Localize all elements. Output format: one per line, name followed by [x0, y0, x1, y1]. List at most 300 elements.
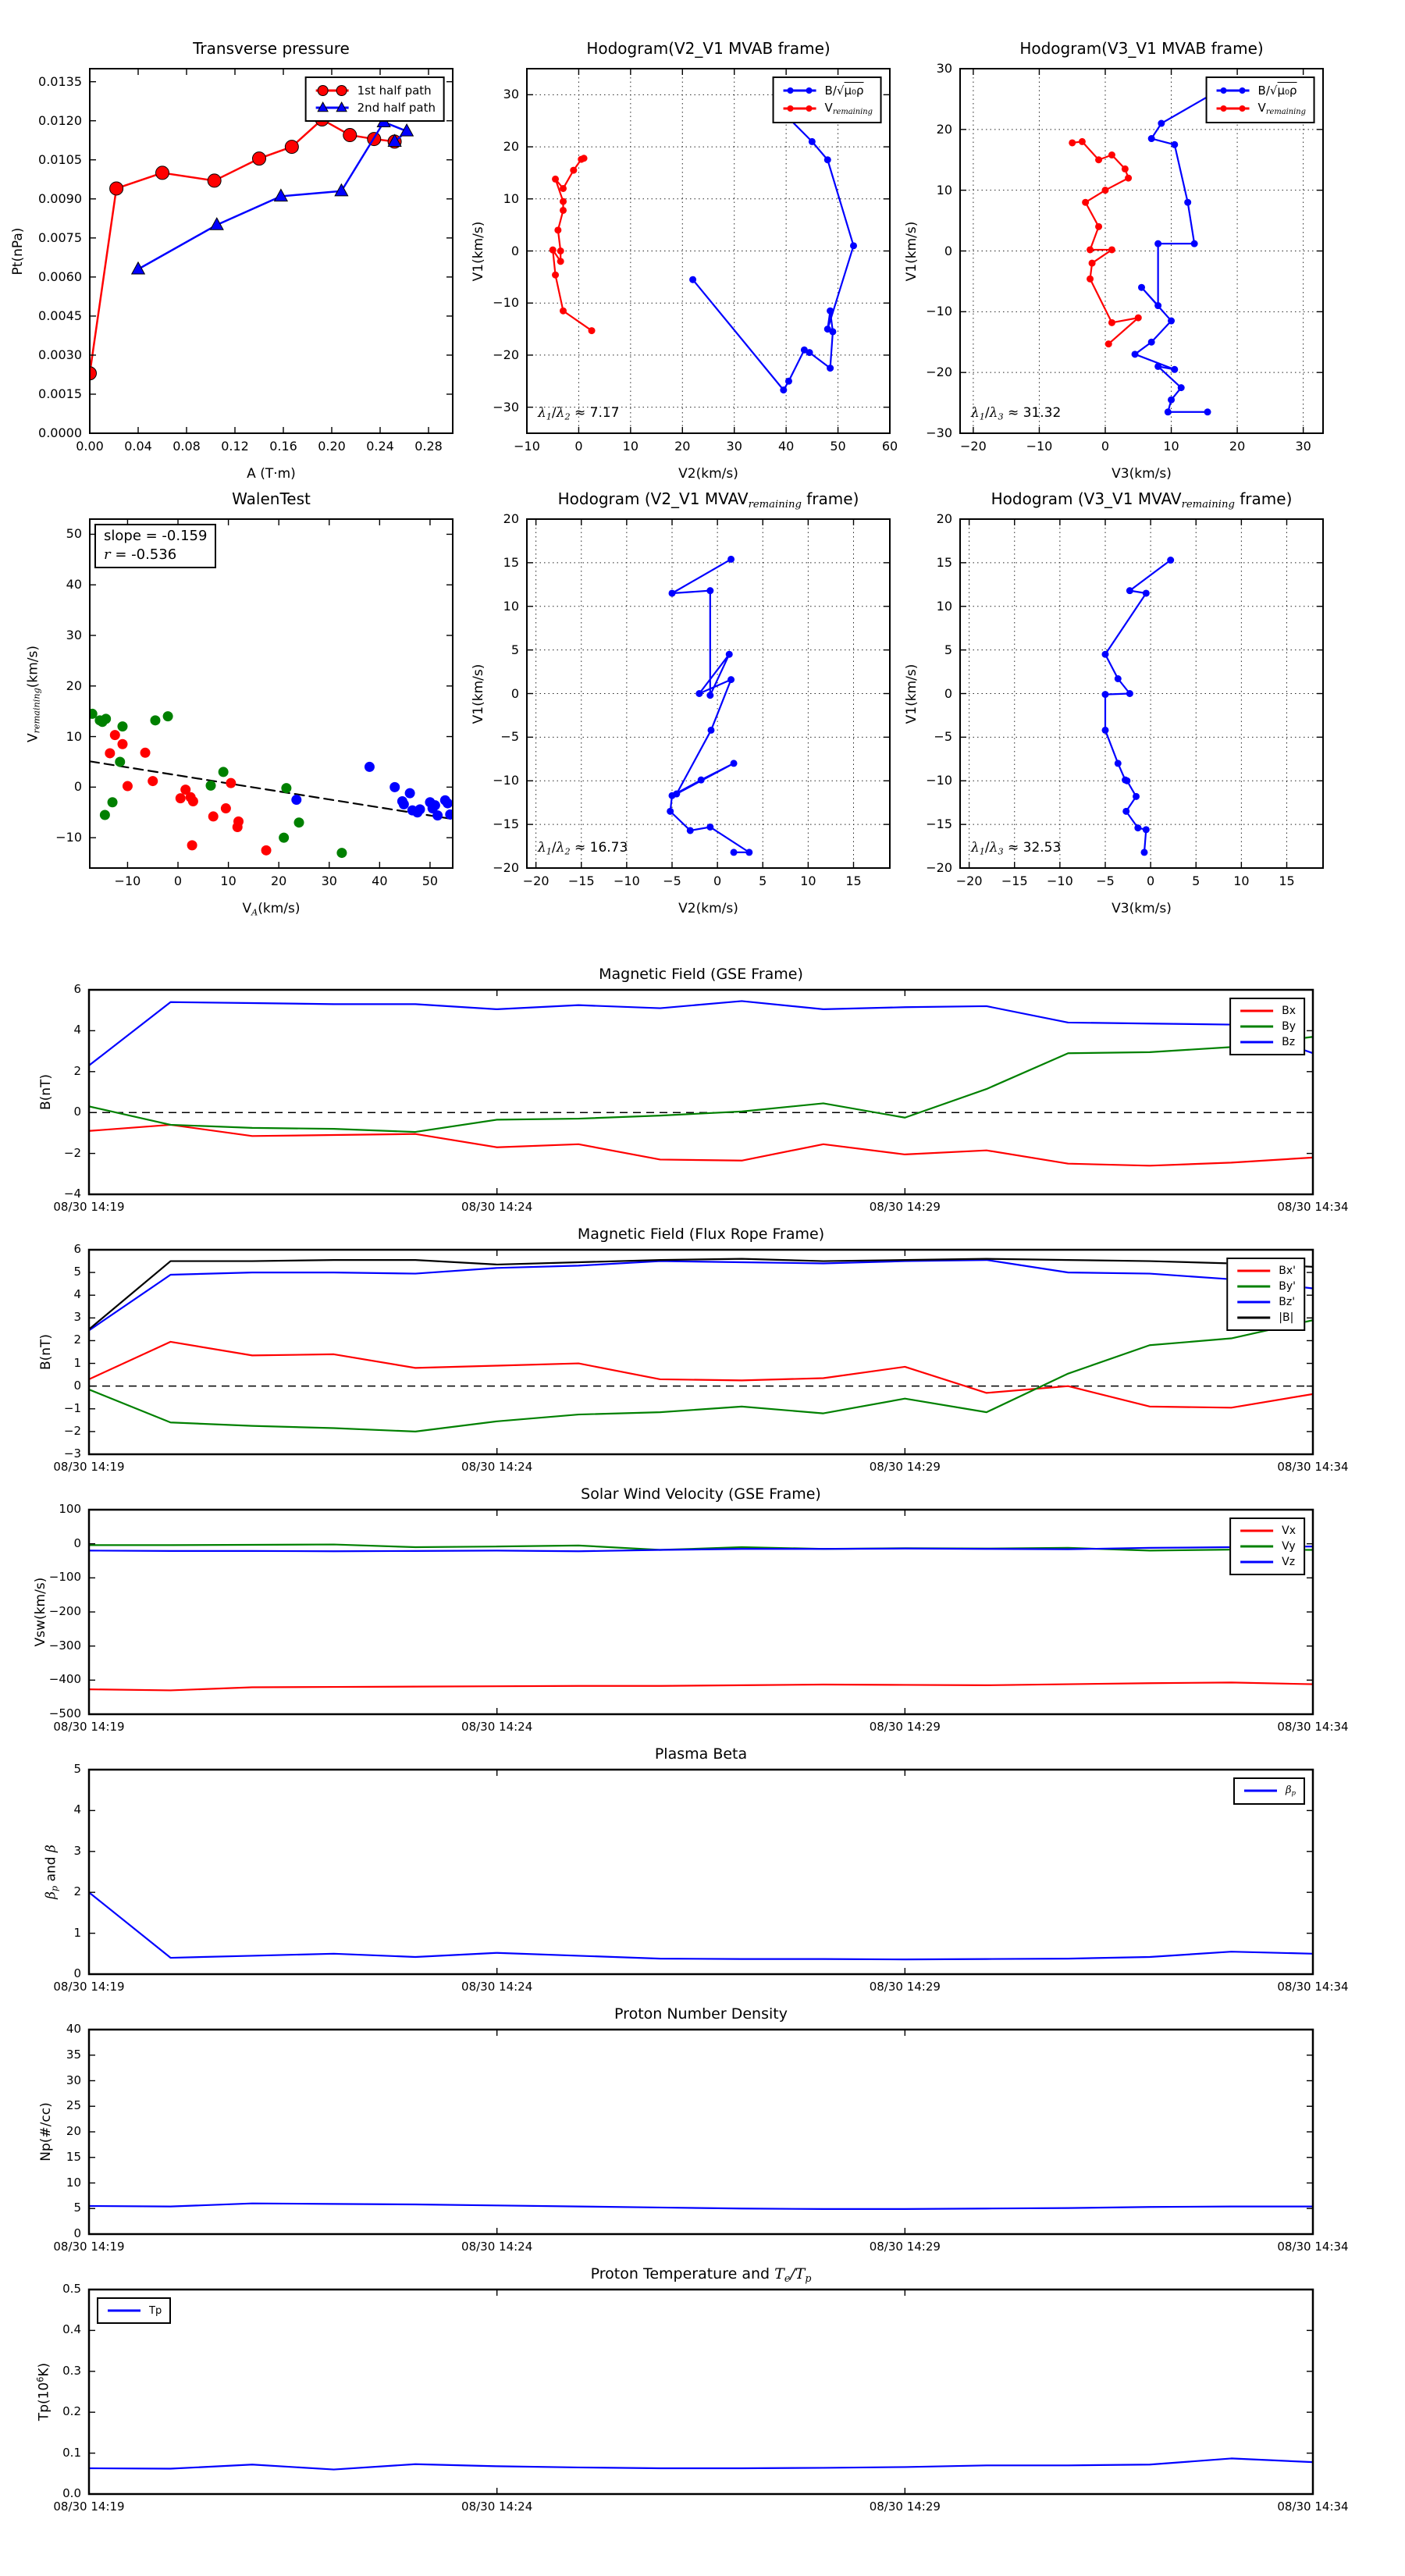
proton-number-density-ytick-label: 10 — [66, 2175, 81, 2190]
magnetic-field-gse-title: Magnetic Field (GSE Frame) — [599, 966, 803, 983]
solar-wind-velocity-ytick-label: 0 — [73, 1535, 81, 1550]
hodogram-v3v1-mvav-xtick-label: −5 — [1096, 873, 1115, 888]
plasma-beta-xtick-label: 08/30 14:34 — [1277, 1980, 1349, 1994]
proton-number-density-ytick-label: 20 — [66, 2124, 81, 2138]
hodogram-v2v1-mvab-xlabel: V2(km/s) — [678, 466, 738, 482]
plasma-beta-xtick-label: 08/30 14:29 — [869, 1980, 941, 1994]
magnetic-field-gse-ytick-label: 4 — [73, 1023, 81, 1037]
legend-label: Bz — [1282, 1036, 1296, 1048]
legend-line-sample — [1239, 1020, 1275, 1033]
solar-wind-velocity-title: Solar Wind Velocity (GSE Frame) — [581, 1485, 821, 1503]
proton-temperature-axis-ticks — [89, 2290, 1313, 2494]
proton-number-density-ytick-label: 25 — [66, 2098, 81, 2113]
hodogram-v2v1-mvab-legend-item — [782, 99, 873, 118]
hodogram-v2v1-mvab-xtick-label: 10 — [622, 439, 639, 454]
magnetic-field-gse-ytick-label: −4 — [63, 1187, 81, 1201]
proton-number-density-ytick-label: 0 — [73, 2226, 81, 2240]
hodogram-v2v1-mvab-series-v-remaining — [553, 158, 592, 331]
hodogram-v2v1-mvav-xtick-label: −10 — [613, 873, 640, 888]
walen-test-markers-blue-points — [291, 762, 455, 820]
legend-line-sample — [1215, 102, 1251, 115]
legend-label: Vz — [1282, 1556, 1296, 1568]
plasma-beta-ytick-label: 3 — [73, 1843, 81, 1858]
legend-line-sample — [1236, 1265, 1272, 1277]
transverse-pressure-xtick-label: 0.04 — [124, 439, 152, 454]
hodogram-v3v1-mvav-ytick-label: 5 — [944, 642, 952, 657]
hodogram-v3v1-mvav-ytick-label: −5 — [934, 729, 952, 745]
hodogram-v3v1-mvab-ytick-label: 20 — [936, 121, 952, 137]
hodogram-v3v1-mvav-series-v-path — [1105, 560, 1171, 852]
magnetic-field-flux-rope-series-B-magnitude — [89, 1259, 1313, 1329]
magnetic-field-flux-rope-series-Bz-prime — [89, 1260, 1313, 1330]
magnetic-field-flux-rope-xtick-label: 08/30 14:19 — [53, 1460, 125, 1474]
solar-wind-velocity-xtick-label: 08/30 14:24 — [461, 1720, 533, 1734]
solar-wind-velocity-ytick-label: −300 — [48, 1638, 81, 1653]
hodogram-v2v1-mvab-xtick-label: 60 — [881, 439, 898, 454]
walen-test-ylabel: $V_{remaining}(km/s)$ — [25, 645, 42, 742]
legend-line-sample — [1236, 1296, 1272, 1308]
proton-temperature-ytick-label: 0.4 — [62, 2322, 81, 2337]
hodogram-v3v1-mvab-xtick-label: 10 — [1163, 439, 1179, 454]
magnetic-field-flux-rope-ytick-label: 5 — [73, 1265, 81, 1279]
magnetic-field-flux-rope-ytick-label: 0 — [73, 1378, 81, 1393]
proton-number-density-series-group — [89, 2204, 1313, 2209]
legend-label: Bx — [1282, 1005, 1296, 1017]
proton-number-density-series-Np — [89, 2204, 1313, 2209]
magnetic-field-gse-legend-item — [1239, 1003, 1296, 1019]
hodogram-v2v1-mvab-legend — [773, 76, 882, 123]
legend-label: $V_{remaining}$ — [1257, 101, 1306, 116]
hodogram-v3v1-mvab-annotation: $\lambda_1/\lambda_3 \approx 31.32$ — [971, 405, 1062, 422]
proton-temperature-axes-border — [89, 2290, 1313, 2494]
hodogram-v3v1-mvab-title: Hodogram(V3_V1 MVAB frame) — [1019, 39, 1264, 58]
proton-number-density-title: Proton Number Density — [614, 2005, 788, 2023]
walen-test-ytick-label: 10 — [66, 728, 82, 744]
magnetic-field-gse-axes-border — [89, 990, 1313, 1194]
hodogram-v3v1-mvav-ytick-label: −15 — [926, 817, 952, 832]
transverse-pressure-ytick-label: 0.0060 — [38, 269, 82, 284]
hodogram-v2v1-mvab-xtick-label: 50 — [830, 439, 846, 454]
hodogram-v3v1-mvav-xtick-label: 10 — [1233, 873, 1250, 888]
plasma-beta-axis-ticks — [89, 1770, 1313, 1974]
hodogram-v3v1-mvav-ytick-label: −10 — [926, 773, 952, 788]
walen-test-xtick-label: 30 — [321, 873, 337, 888]
hodogram-v2v1-mvab-ytick-label: −30 — [493, 399, 519, 415]
legend-line-sample — [1239, 1005, 1275, 1017]
walen-test-markers-red-points — [105, 730, 271, 856]
walen-test-ytick-label: 0 — [73, 779, 82, 795]
hodogram-v2v1-mvab-ytick-label: −10 — [493, 295, 519, 311]
solar-wind-velocity-xtick-label: 08/30 14:34 — [1277, 1720, 1349, 1734]
proton-number-density-ytick-label: 30 — [66, 2073, 81, 2087]
walen-test-xtick-label: 10 — [220, 873, 237, 888]
legend-line-sample — [315, 84, 350, 97]
hodogram-v3v1-mvav-xlabel: V3(km/s) — [1112, 901, 1172, 916]
hodogram-v3v1-mvav-ytick-label: 10 — [936, 598, 952, 614]
hodogram-v3v1-mvav-plot-area — [960, 519, 1323, 868]
magnetic-field-flux-rope-ytick-label: −2 — [63, 1423, 81, 1438]
plasma-beta-ytick-label: 1 — [73, 1925, 81, 1940]
legend-label: 1st half path — [357, 84, 432, 98]
solar-wind-velocity-series-Vx — [89, 1682, 1313, 1690]
magnetic-field-flux-rope-xtick-label: 08/30 14:29 — [869, 1460, 941, 1474]
plasma-beta-ytick-label: 5 — [73, 1762, 81, 1776]
transverse-pressure-ylabel: Pt(nPa) — [10, 227, 26, 275]
walen-test-series-walen-fit — [90, 761, 455, 820]
hodogram-v3v1-mvav-xtick-label: 0 — [1147, 873, 1155, 888]
hodogram-v2v1-mvav-xtick-label: 5 — [759, 873, 767, 888]
solar-wind-velocity-legend — [1229, 1517, 1305, 1575]
legend-label: $V_{remaining}$ — [824, 101, 873, 116]
hodogram-v2v1-mvab-annotation: $\lambda_1/\lambda_2 \approx 7.17$ — [538, 405, 620, 422]
magnetic-field-flux-rope-title: Magnetic Field (Flux Rope Frame) — [577, 1226, 825, 1243]
walen-test-ytick-label: 40 — [66, 577, 82, 592]
legend-line-sample — [1239, 1556, 1275, 1568]
hodogram-v2v1-mvav-ytick-label: −10 — [493, 773, 519, 788]
hodogram-v2v1-mvab-ytick-label: 0 — [510, 243, 519, 258]
solar-wind-velocity-ytick-label: −500 — [48, 1706, 81, 1720]
hodogram-v2v1-mvav-xtick-label: 10 — [800, 873, 816, 888]
solar-wind-velocity-ytick-label: 100 — [59, 1502, 81, 1516]
hodogram-v2v1-mvav-series-v-path — [670, 559, 749, 852]
hodogram-v3v1-mvab-ytick-label: 30 — [936, 61, 952, 76]
proton-temperature-series-Tp — [89, 2458, 1313, 2469]
plasma-beta-axes-border — [89, 1770, 1313, 1974]
magnetic-field-flux-rope-ylabel: B(nT) — [38, 1333, 54, 1371]
magnetic-field-flux-rope-legend-item — [1236, 1263, 1296, 1279]
proton-temperature-ytick-label: 0.5 — [62, 2282, 81, 2296]
proton-temperature-ylabel: $Tp(10^6K)$ — [35, 2362, 52, 2421]
hodogram-v3v1-mvab-ytick-label: 10 — [936, 182, 952, 197]
magnetic-field-flux-rope-xtick-label: 08/30 14:24 — [461, 1460, 533, 1474]
magnetic-field-gse-xtick-label: 08/30 14:24 — [461, 1200, 533, 1214]
walen-test-title: WalenTest — [232, 489, 311, 508]
walen-test-ytick-label: 20 — [66, 678, 82, 693]
hodogram-v3v1-mvab-plot-area — [960, 69, 1323, 433]
walen-test-ytick-label: −10 — [55, 830, 82, 845]
magnetic-field-flux-rope-plot-area — [89, 1250, 1313, 1454]
hodogram-v2v1-mvab-ylabel: V1(km/s) — [471, 221, 486, 281]
transverse-pressure-legend — [305, 76, 445, 122]
proton-temperature-xtick-label: 08/30 14:24 — [461, 2500, 533, 2514]
transverse-pressure-xtick-label: 0.08 — [173, 439, 201, 454]
magnetic-field-gse-ytick-label: 6 — [73, 982, 81, 996]
magnetic-field-flux-rope-ytick-label: 3 — [73, 1310, 81, 1325]
legend-line-sample — [1239, 1525, 1275, 1537]
magnetic-field-flux-rope-ytick-label: −3 — [63, 1446, 81, 1461]
magnetic-field-gse-ytick-label: 2 — [73, 1063, 81, 1078]
plasma-beta-series-beta-p — [89, 1892, 1313, 1959]
hodogram-v3v1-mvab-ytick-label: −10 — [926, 304, 952, 319]
hodogram-v2v1-mvav-ytick-label: 0 — [510, 685, 519, 701]
walen-test-xtick-label: 40 — [372, 873, 388, 888]
solar-wind-velocity-ylabel: Vsw(km/s) — [33, 1577, 48, 1647]
hodogram-v3v1-mvav-xtick-label: −10 — [1046, 873, 1073, 888]
magnetic-field-flux-rope-legend-item — [1236, 1310, 1296, 1325]
hodogram-v3v1-mvab-series-b-over-sqrt-mu0rho — [1135, 93, 1214, 412]
magnetic-field-gse-legend — [1229, 998, 1305, 1055]
hodogram-v3v1-mvab-markers-b-over-sqrt-mu0rho — [1132, 90, 1218, 416]
hodogram-v3v1-mvab-legend — [1206, 76, 1315, 123]
proton-temperature-xtick-label: 08/30 14:19 — [53, 2500, 125, 2514]
hodogram-v3v1-mvab-ytick-label: −20 — [926, 365, 952, 380]
transverse-pressure-ytick-label: 0.0120 — [38, 112, 82, 128]
magnetic-field-gse-series-Bx — [89, 1125, 1313, 1165]
hodogram-v2v1-mvav-ytick-label: −5 — [500, 729, 519, 745]
legend-label: Tp — [149, 2304, 162, 2317]
hodogram-v3v1-mvav-xtick-label: −15 — [1001, 873, 1028, 888]
hodogram-v2v1-mvab-xtick-label: −10 — [514, 439, 540, 454]
proton-number-density-xtick-label: 08/30 14:34 — [1277, 2240, 1349, 2254]
magnetic-field-gse-xtick-label: 08/30 14:34 — [1277, 1200, 1349, 1214]
plasma-beta-ytick-label: 2 — [73, 1884, 81, 1899]
hodogram-v3v1-mvav-ylabel: V1(km/s) — [904, 664, 919, 724]
solar-wind-velocity-ytick-label: −200 — [48, 1604, 81, 1618]
hodogram-v3v1-mvav-xtick-label: 15 — [1279, 873, 1295, 888]
proton-number-density-ytick-label: 35 — [66, 2047, 81, 2062]
transverse-pressure-xtick-label: 0.00 — [76, 439, 104, 454]
magnetic-field-gse-ytick-label: 0 — [73, 1105, 81, 1119]
plasma-beta-legend — [1233, 1777, 1305, 1805]
hodogram-v3v1-mvab-legend-item — [1215, 82, 1306, 99]
magnetic-field-flux-rope-ytick-label: −1 — [63, 1400, 81, 1415]
legend-label: $\beta_p$ — [1285, 1784, 1296, 1798]
hodogram-v2v1-mvav-title: Hodogram (V2_V1 $MVAV_{remaining}$ frame) — [557, 489, 859, 511]
legend-label: By' — [1279, 1280, 1296, 1293]
proton-temperature-xtick-label: 08/30 14:34 — [1277, 2500, 1349, 2514]
proton-temperature-xtick-label: 08/30 14:29 — [869, 2500, 941, 2514]
plasma-beta-ylabel: $\beta_p$ and β — [43, 1845, 60, 1899]
solar-wind-velocity-ytick-label: −400 — [48, 1672, 81, 1687]
hodogram-v2v1-mvab-ytick-label: 30 — [503, 87, 519, 102]
magnetic-field-flux-rope-legend-item — [1236, 1294, 1296, 1310]
legend-line-sample — [315, 101, 350, 114]
proton-number-density-ylabel: Np(#/cc) — [38, 2102, 54, 2161]
legend-line-sample — [1239, 1540, 1275, 1553]
magnetic-field-flux-rope-ytick-label: 4 — [73, 1287, 81, 1302]
hodogram-v3v1-mvav-xtick-label: 5 — [1192, 873, 1200, 888]
hodogram-v2v1-mvav-xtick-label: −20 — [522, 873, 550, 888]
legend-line-sample — [1236, 1311, 1272, 1324]
magnetic-field-flux-rope-ytick-label: 6 — [73, 1242, 81, 1256]
proton-number-density-ytick-label: 15 — [66, 2149, 81, 2164]
hodogram-v2v1-mvav-ytick-label: 10 — [503, 598, 519, 614]
plasma-beta-legend-item — [1243, 1783, 1296, 1799]
hodogram-v3v1-mvav-annotation: $\lambda_1/\lambda_3 \approx 32.53$ — [971, 840, 1062, 857]
legend-line-sample — [1239, 1036, 1275, 1048]
hodogram-v3v1-mvab-series-group — [1069, 90, 1218, 416]
walen-test-ytick-label: 50 — [66, 526, 82, 542]
hodogram-v2v1-mvav-ytick-label: 5 — [510, 642, 519, 657]
magnetic-field-flux-rope-legend — [1226, 1258, 1305, 1331]
hodogram-v2v1-mvab-xtick-label: 30 — [726, 439, 742, 454]
magnetic-field-flux-rope-xtick-label: 08/30 14:34 — [1277, 1460, 1349, 1474]
plasma-beta-xtick-label: 08/30 14:19 — [53, 1980, 125, 1994]
transverse-pressure-ytick-label: 0.0000 — [38, 425, 82, 440]
solar-wind-velocity-plot-area — [89, 1510, 1313, 1714]
magnetic-field-gse-ylabel: B(nT) — [38, 1073, 54, 1111]
magnetic-field-gse-ytick-label: −2 — [63, 1145, 81, 1160]
hodogram-v2v1-mvab-xtick-label: 20 — [674, 439, 691, 454]
hodogram-v3v1-mvav-xtick-label: −20 — [955, 873, 983, 888]
hodogram-v2v1-mvav-ylabel: V1(km/s) — [471, 664, 486, 724]
solar-wind-velocity-series-group — [89, 1545, 1313, 1691]
hodogram-v3v1-mvab-xtick-label: 20 — [1229, 439, 1246, 454]
hodogram-v2v1-mvav-ytick-label: 15 — [503, 554, 519, 570]
magnetic-field-gse-series-Bz — [89, 1001, 1313, 1066]
walen-test-ytick-label: 30 — [66, 628, 82, 642]
proton-temperature-legend — [97, 2297, 171, 2324]
solar-wind-velocity-xtick-label: 08/30 14:29 — [869, 1720, 941, 1734]
hodogram-v2v1-mvab-xtick-label: 40 — [777, 439, 795, 454]
transverse-pressure-ytick-label: 0.0090 — [38, 190, 82, 206]
transverse-pressure-ytick-label: 0.0105 — [38, 151, 82, 167]
magnetic-field-gse-series-By — [89, 1037, 1313, 1132]
hodogram-v3v1-mvab-markers-v-remaining — [1069, 138, 1142, 347]
hodogram-v2v1-mvab-title: Hodogram(V2_V1 MVAB frame) — [586, 39, 831, 58]
transverse-pressure-xtick-label: 0.20 — [318, 439, 346, 454]
solar-wind-velocity-legend-item — [1239, 1554, 1296, 1570]
hodogram-v2v1-mvav-ytick-label: 20 — [503, 511, 519, 526]
proton-number-density-ytick-label: 40 — [66, 2022, 81, 2036]
hodogram-v3v1-mvab-ytick-label: 0 — [944, 243, 952, 258]
hodogram-v2v1-mvav-xtick-label: 15 — [845, 873, 862, 888]
proton-number-density-ytick-label: 5 — [73, 2201, 81, 2215]
legend-label: B/√μ₀ρ — [824, 84, 864, 98]
legend-label: Vx — [1282, 1525, 1296, 1537]
proton-number-density-xtick-label: 08/30 14:19 — [53, 2240, 125, 2254]
hodogram-v3v1-mvav-ytick-label: 20 — [936, 511, 952, 526]
annotation-line: slope = -0.159 — [104, 528, 208, 544]
transverse-pressure-series-first-half-path — [90, 119, 395, 373]
legend-label: Bz' — [1279, 1296, 1296, 1308]
legend-line-sample — [1215, 84, 1251, 97]
magnetic-field-flux-rope-ytick-label: 1 — [73, 1355, 81, 1370]
hodogram-v3v1-mvab-xtick-label: 30 — [1295, 439, 1311, 454]
transverse-pressure-ytick-label: 0.0030 — [38, 347, 82, 362]
walen-test-xlabel: $V_A(km/s)$ — [242, 901, 301, 918]
hodogram-v3v1-mvab-xtick-label: 0 — [1101, 439, 1110, 454]
legend-label: Bx' — [1279, 1265, 1296, 1277]
legend-label: B/√μ₀ρ — [1257, 84, 1297, 98]
magnetic-field-gse-legend-item — [1239, 1034, 1296, 1050]
proton-number-density-plot-area — [89, 2030, 1313, 2234]
transverse-pressure-xtick-label: 0.24 — [366, 439, 394, 454]
hodogram-v2v1-mvab-markers-v-remaining — [550, 155, 596, 334]
legend-label: By — [1282, 1020, 1296, 1033]
walen-test-xtick-label: 50 — [422, 873, 439, 888]
hodogram-v3v1-mvav-ytick-label: −20 — [926, 860, 952, 875]
magnetic-field-gse-legend-item — [1239, 1019, 1296, 1034]
magnetic-field-flux-rope-series-By-prime — [89, 1320, 1313, 1432]
proton-temperature-legend-item — [106, 2303, 162, 2318]
transverse-pressure-legend-item — [315, 99, 436, 116]
hodogram-v3v1-mvav-title: Hodogram (V3_V1 $MVAV_{remaining}$ frame) — [991, 489, 1293, 511]
hodogram-v2v1-mvav-xtick-label: 0 — [713, 873, 722, 888]
hodogram-v2v1-mvav-series-group — [667, 556, 752, 856]
hodogram-v3v1-mvav-markers-v-path — [1102, 557, 1175, 856]
hodogram-v2v1-mvab-ytick-label: 10 — [503, 190, 519, 206]
hodogram-v2v1-mvab-ytick-label: 20 — [503, 139, 519, 155]
hodogram-v3v1-mvav-grid — [960, 519, 1323, 868]
transverse-pressure-xtick-label: 0.28 — [414, 439, 443, 454]
magnetic-field-flux-rope-series-group — [89, 1259, 1313, 1432]
hodogram-v2v1-mvav-xlabel: V2(km/s) — [678, 901, 738, 916]
proton-temperature-plot-area — [89, 2290, 1313, 2494]
transverse-pressure-title: Transverse pressure — [193, 39, 350, 58]
proton-temperature-series-group — [89, 2458, 1313, 2469]
legend-label: |B| — [1279, 1311, 1294, 1324]
hodogram-v2v1-mvav-xtick-label: −5 — [663, 873, 681, 888]
transverse-pressure-legend-item — [315, 82, 436, 99]
transverse-pressure-markers-first-half-path — [84, 113, 402, 380]
transverse-pressure-xlabel: A (T·m) — [247, 466, 296, 482]
magnetic-field-flux-rope-ytick-label: 2 — [73, 1332, 81, 1347]
hodogram-v3v1-mvab-legend-item — [1215, 99, 1306, 118]
walen-test-xtick-label: −10 — [114, 873, 141, 888]
walen-test-xtick-label: 0 — [173, 873, 183, 888]
plasma-beta-ytick-label: 4 — [73, 1802, 81, 1817]
hodogram-v2v1-mvab-legend-item — [782, 82, 873, 99]
walen-test-annotation-box — [94, 524, 216, 568]
magnetic-field-gse-xtick-label: 08/30 14:19 — [53, 1200, 125, 1214]
legend-line-sample — [106, 2304, 142, 2317]
legend-label: 2nd half path — [357, 101, 436, 115]
hodogram-v3v1-mvav-series-group — [1102, 557, 1175, 856]
solar-wind-velocity-legend-item — [1239, 1539, 1296, 1554]
solar-wind-velocity-ytick-label: −100 — [48, 1570, 81, 1585]
transverse-pressure-xtick-label: 0.16 — [269, 439, 297, 454]
hodogram-v3v1-mvab-ytick-label: −30 — [926, 425, 952, 440]
hodogram-v3v1-mvav-ytick-label: 0 — [944, 685, 952, 701]
solar-wind-velocity-xtick-label: 08/30 14:19 — [53, 1720, 125, 1734]
legend-line-sample — [1236, 1280, 1272, 1293]
hodogram-v3v1-mvav-ytick-label: 15 — [936, 554, 952, 570]
hodogram-v3v1-mvab-ylabel: V1(km/s) — [904, 221, 919, 281]
legend-line-sample — [782, 102, 818, 115]
walen-test-xtick-label: 20 — [271, 873, 287, 888]
hodogram-v2v1-mvav-xtick-label: −15 — [567, 873, 595, 888]
hodogram-v3v1-mvab-xtick-label: −10 — [1026, 439, 1053, 454]
proton-temperature-ytick-label: 0.0 — [62, 2486, 81, 2500]
plasma-beta-title: Plasma Beta — [654, 1745, 748, 1763]
plasma-beta-plot-area — [89, 1770, 1313, 1974]
proton-number-density-xtick-label: 08/30 14:29 — [869, 2240, 941, 2254]
proton-number-density-xtick-label: 08/30 14:24 — [461, 2240, 533, 2254]
hodogram-v2v1-mvav-annotation: $\lambda_1/\lambda_2 \approx 16.73$ — [538, 840, 628, 857]
magnetic-field-gse-plot-area — [89, 990, 1313, 1194]
plasma-beta-xtick-label: 08/30 14:24 — [461, 1980, 533, 1994]
hodogram-v2v1-mvav-ytick-label: −20 — [493, 860, 519, 875]
proton-temperature-ytick-label: 0.3 — [62, 2363, 81, 2378]
legend-label: Vy — [1282, 1540, 1296, 1553]
proton-temperature-ytick-label: 0.2 — [62, 2404, 81, 2419]
transverse-pressure-ytick-label: 0.0075 — [38, 229, 82, 245]
hodogram-v3v1-mvab-xtick-label: −20 — [960, 439, 987, 454]
hodogram-v2v1-mvab-ytick-label: −20 — [493, 347, 519, 362]
magnetic-field-flux-rope-legend-item — [1236, 1279, 1296, 1294]
proton-temperature-title: Proton Temperature and $T_e/T_p$ — [590, 2265, 812, 2284]
hodogram-v3v1-mvab-grid — [960, 69, 1323, 433]
legend-line-sample — [782, 84, 818, 97]
hodogram-v2v1-mvab-xtick-label: 0 — [574, 439, 583, 454]
annotation-line: r = -0.536 — [104, 546, 177, 564]
magnetic-field-gse-axis-ticks — [89, 990, 1313, 1194]
proton-temperature-ytick-label: 0.1 — [62, 2445, 81, 2460]
hodogram-v2v1-mvav-ytick-label: −15 — [493, 817, 519, 832]
transverse-pressure-ytick-label: 0.0045 — [38, 308, 82, 323]
transverse-pressure-ytick-label: 0.0015 — [38, 386, 82, 401]
